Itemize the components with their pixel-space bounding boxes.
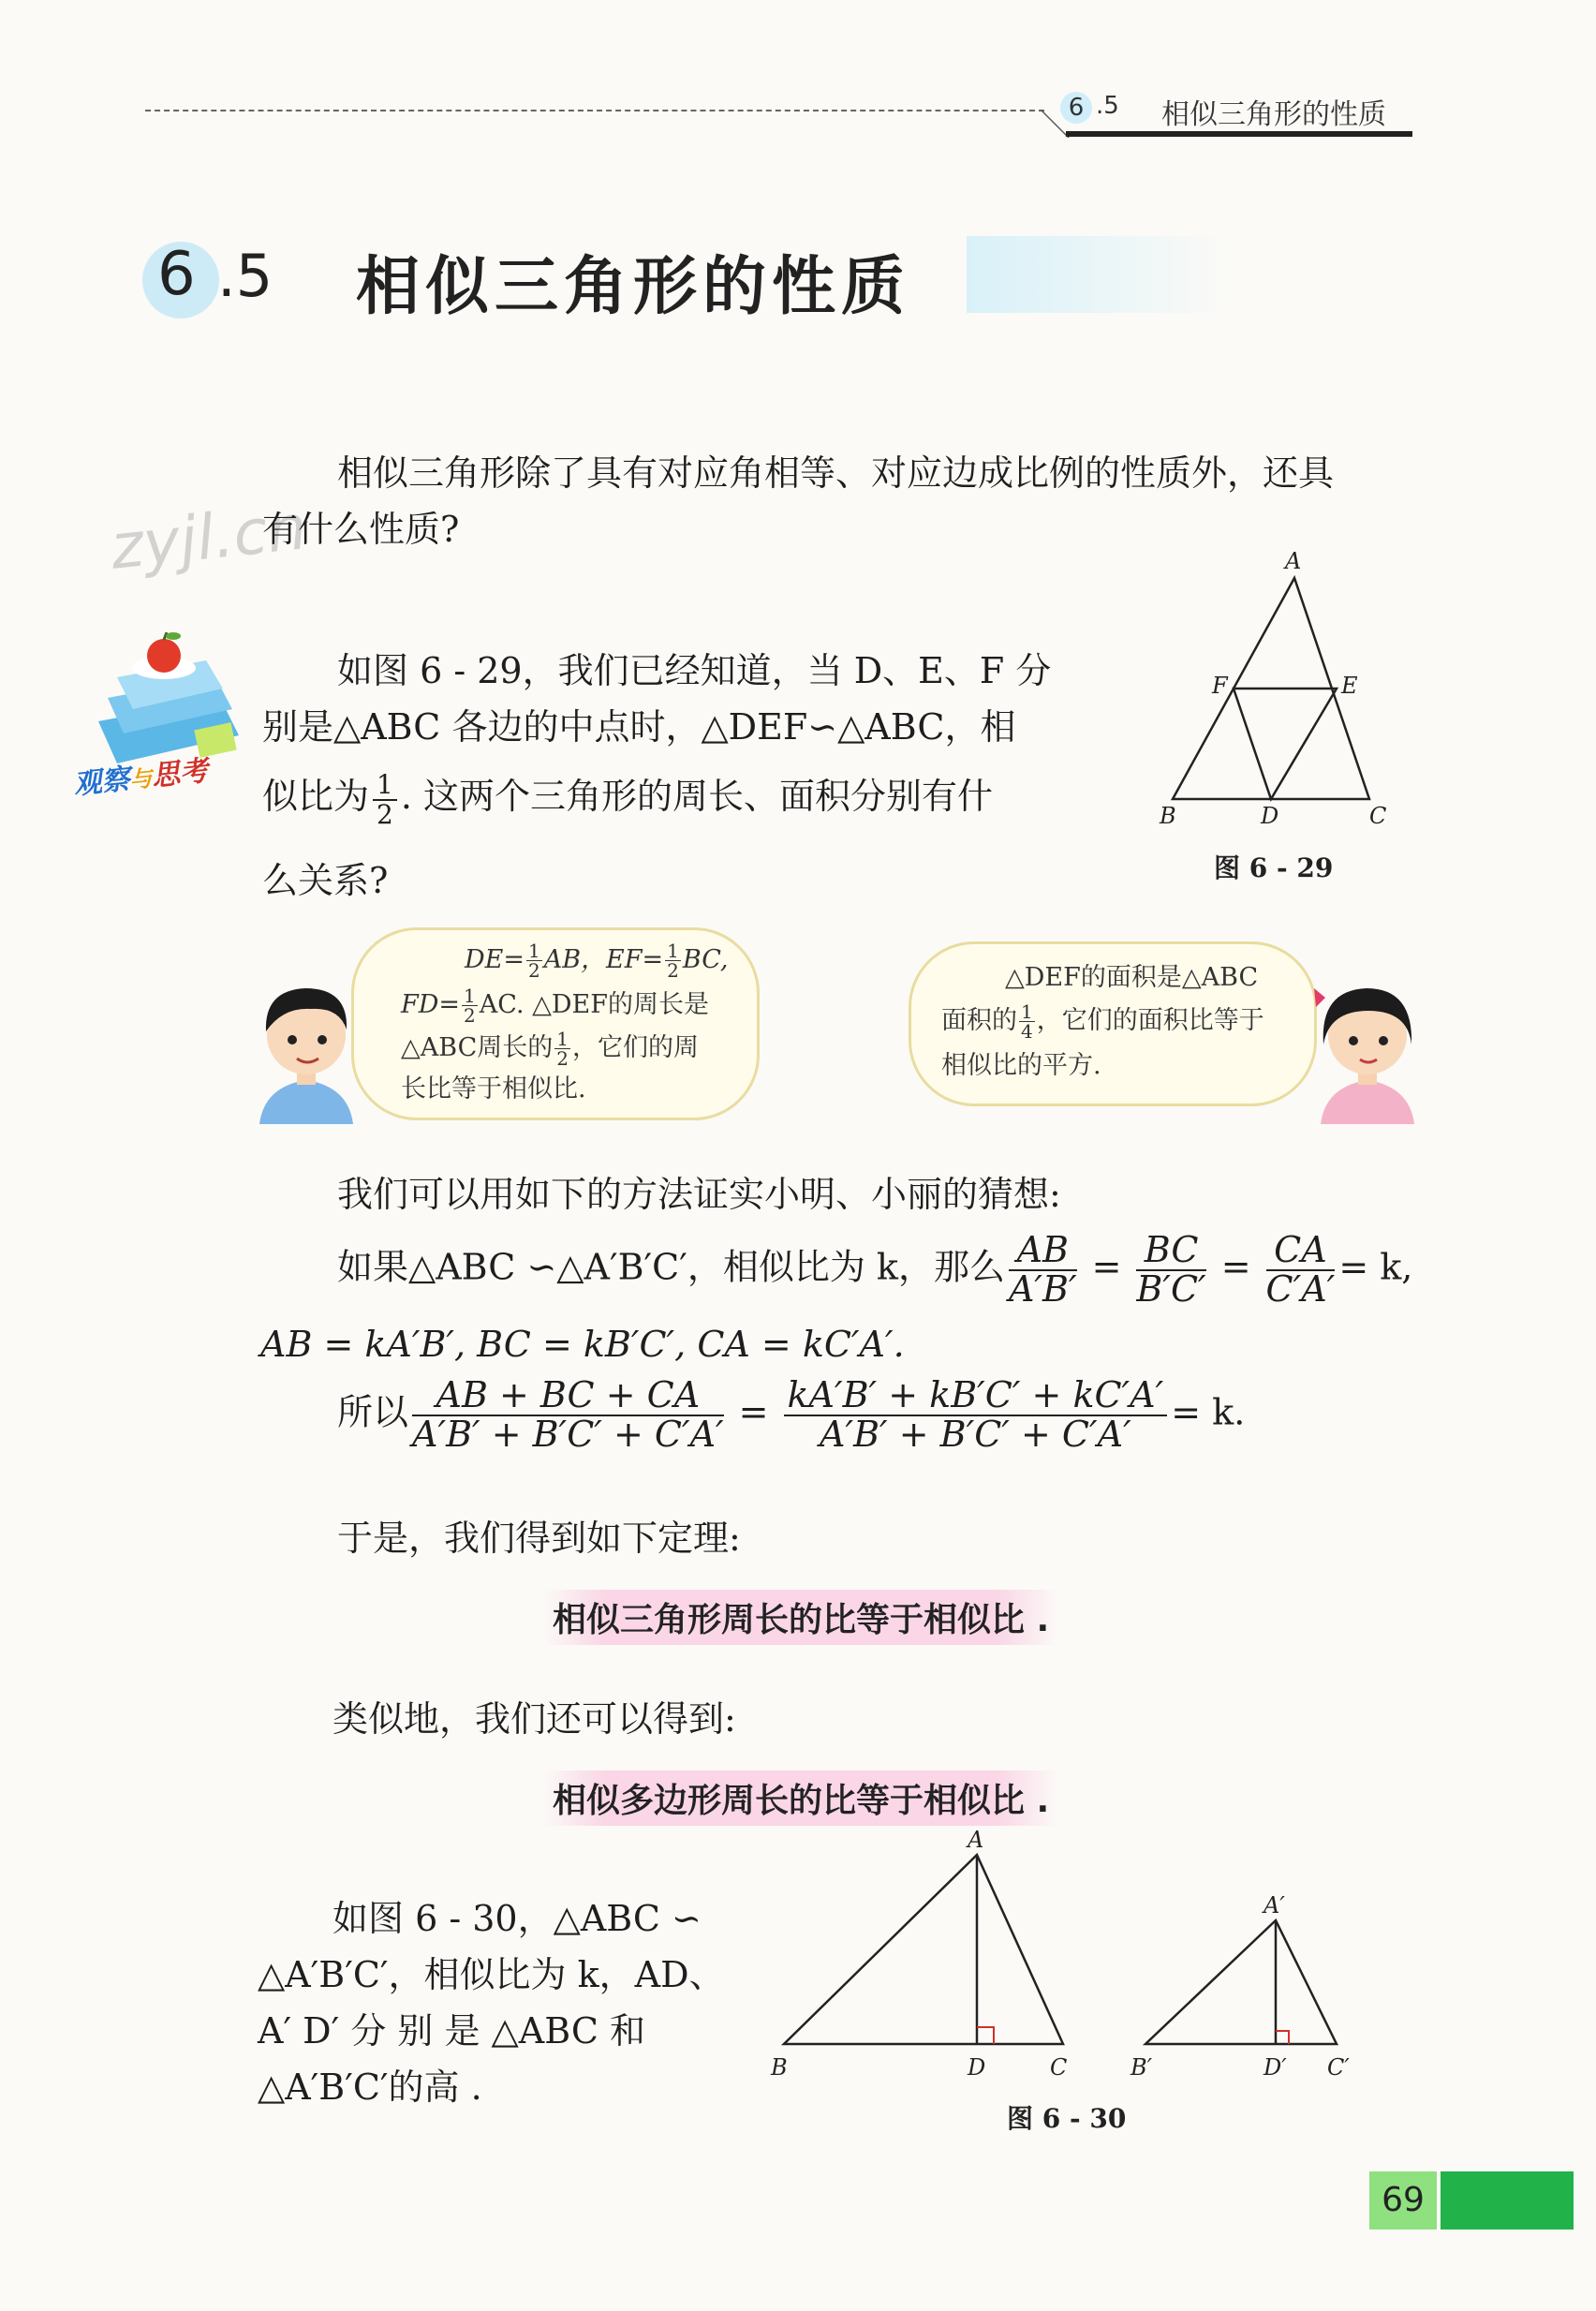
bl1-num: 1 <box>527 940 540 962</box>
frac-bc <box>1136 1229 1206 1310</box>
eq-3: = <box>738 1391 769 1433</box>
br2-den: 4 <box>1021 1020 1033 1043</box>
proof-line-2-a: 如果△ABC ∽△A′B′C′，相似比为 k，那么 <box>337 1246 1005 1288</box>
frac-perimeter <box>412 1374 724 1455</box>
observe-badge-b: 与 <box>128 764 154 794</box>
fig630-label-d-prime: D′ <box>1264 2054 1287 2081</box>
fig629-label-a: A <box>1285 548 1302 574</box>
bl3-den: 2 <box>556 1047 569 1070</box>
frac-ca <box>1265 1229 1336 1310</box>
header-section-title: 相似三角形的性质 <box>1161 98 1386 131</box>
page-number-bar <box>1441 2171 1574 2230</box>
boy-avatar <box>245 970 367 1124</box>
proof-line-4-a: 所以 <box>337 1391 409 1433</box>
bl1-a: DE= <box>465 945 525 974</box>
br2-a: 面积的 <box>941 1006 1017 1035</box>
fig629-label-b: B <box>1160 803 1176 829</box>
eq-1: = <box>1091 1246 1122 1288</box>
bl1-frac <box>526 941 542 980</box>
title-highlight <box>967 236 1229 313</box>
frac-perimeter-num: AB + BC + CA <box>412 1377 724 1416</box>
boy-speech-bubble <box>351 927 760 1120</box>
bubble-left-line-3 <box>401 1028 699 1069</box>
half-num: 1 <box>373 771 397 800</box>
bl2-frac <box>462 986 478 1025</box>
observe-badge-c: 思考 <box>150 754 210 793</box>
fig630-label-b: B <box>771 2054 788 2081</box>
bubble-left-line-4: 长比等于相似比. <box>401 1074 586 1104</box>
fig629-label-c: C <box>1369 803 1387 829</box>
frac-perimeter-den: A′B′ + B′C′ + C′A′ <box>412 1413 724 1455</box>
bl1-c: BC, <box>682 945 729 974</box>
bl2-den: 2 <box>464 1004 476 1027</box>
bubble-right-line-2 <box>941 1000 1264 1042</box>
half-fraction <box>373 771 397 828</box>
br2-frac <box>1019 1002 1035 1041</box>
bubble-right-line-3: 相似比的平方. <box>941 1051 1101 1080</box>
theorem-intro: 于是，我们得到如下定理: <box>337 1518 741 1559</box>
fig629-label-d: D <box>1261 803 1279 829</box>
header-rule <box>145 110 1044 111</box>
header-section-sub: .5 <box>1096 92 1119 120</box>
observe-line-3-a: 似比为 <box>262 776 370 817</box>
intro-line-2: 有什么性质? <box>262 509 460 550</box>
page-number: 69 <box>1369 2171 1437 2230</box>
observe-line-4: 么关系? <box>262 860 389 901</box>
frac-bc-num: BC <box>1136 1232 1205 1271</box>
half-den: 2 <box>377 798 393 830</box>
bubble-left-line-1 <box>465 940 728 981</box>
bubble-right-line-1: △DEF的面积是△ABC <box>1005 963 1259 992</box>
similar-intro: 类似地，我们还可以得到: <box>332 1698 736 1740</box>
proof-line-1: 我们可以用如下的方法证实小明、小丽的猜想: <box>337 1174 1061 1215</box>
figure-6-29 <box>1152 548 1396 838</box>
fig630-text-4: △A′B′C′的高 . <box>258 2067 482 2108</box>
bl3-a: △ABC周长的 <box>401 1033 554 1062</box>
observe-line-3 <box>262 768 993 828</box>
bl2-a: FD= <box>401 990 461 1019</box>
bl1-frac2 <box>665 941 681 980</box>
bubble-left-line-2 <box>401 985 709 1026</box>
girl-speech-bubble <box>909 941 1317 1106</box>
fig629-label-e: E <box>1341 673 1358 699</box>
observe-line-1: 如图 6 - 29，我们已经知道，当 D、E、F 分 <box>337 650 1052 691</box>
observe-line-2: 别是△ABC 各边的中点时，△DEF∽△ABC，相 <box>262 706 1016 748</box>
section-title: 相似三角形的性质 <box>356 250 911 324</box>
fig629-caption: 图 6 - 29 <box>1214 852 1334 883</box>
bl3-b: ，它们的周 <box>572 1033 699 1062</box>
fig630-label-c-prime: C′ <box>1327 2054 1350 2081</box>
girl-avatar <box>1307 970 1428 1124</box>
theorem-perimeter-polygons: 相似多边形周长的比等于相似比 . <box>543 1770 1058 1826</box>
section-subnumber: .5 <box>217 242 273 310</box>
watermark: zyjl.cn <box>107 491 310 584</box>
header-section-num: 6 <box>1060 92 1092 124</box>
br2-num: 1 <box>1021 1000 1033 1023</box>
frac-ca-den: C′A′ <box>1265 1267 1336 1310</box>
section-number: 6 <box>157 240 196 309</box>
proof-line-4-b: = k. <box>1171 1391 1246 1433</box>
frac-k-perimeter <box>784 1374 1168 1455</box>
frac-ab-num: AB <box>1009 1232 1077 1271</box>
br2-b: ，它们的面积比等于 <box>1036 1006 1264 1035</box>
fig630-label-a-prime: A′ <box>1264 1892 1285 1918</box>
fig629-label-f: F <box>1212 673 1228 699</box>
figure-6-30 <box>763 1827 1363 2089</box>
bl2-b: AC. △DEF的周长是 <box>479 990 709 1019</box>
fig630-text-2: △A′B′C′，相似比为 k，AD、 <box>258 1954 725 1995</box>
fig630-text-1: 如图 6 - 30，△ABC ∽ <box>332 1898 702 1939</box>
bl2-num: 1 <box>464 985 476 1007</box>
frac-ab <box>1008 1229 1077 1310</box>
fig630-label-b-prime: B′ <box>1130 2054 1153 2081</box>
bl1-num2: 1 <box>667 940 679 962</box>
fig630-text-3: A′ D′ 分 别 是 △ABC 和 <box>258 2010 646 2052</box>
bl3-num: 1 <box>556 1028 569 1050</box>
proof-line-2-b: = k, <box>1338 1246 1413 1288</box>
frac-ca-num: CA <box>1266 1232 1336 1271</box>
fig630-label-d: D <box>968 2054 986 2081</box>
eq-2: = <box>1220 1246 1251 1288</box>
fig630-label-c: C <box>1050 2054 1068 2081</box>
frac-k-perimeter-num: kA′B′ + kB′C′ + kC′A′ <box>784 1377 1168 1416</box>
theorem-perimeter-triangles: 相似三角形周长的比等于相似比 . <box>543 1590 1058 1645</box>
frac-bc-den: B′C′ <box>1136 1267 1206 1310</box>
proof-line-3: AB = kA′B′, BC = kB′C′, CA = kC′A′. <box>260 1324 905 1365</box>
bl1-b: AB，EF= <box>543 945 664 974</box>
intro-line-1: 相似三角形除了具有对应角相等、对应边成比例的性质外，还具 <box>337 452 1335 494</box>
observe-badge-a: 观察 <box>71 763 132 802</box>
fig630-label-a: A <box>968 1827 984 1853</box>
observe-line-3-b: . 这两个三角形的周长、面积分别有什 <box>400 776 994 817</box>
fig630-caption: 图 6 - 30 <box>1007 2103 1127 2134</box>
bl1-den: 2 <box>527 959 540 982</box>
bl3-frac <box>554 1030 570 1068</box>
bl1-den2: 2 <box>667 959 679 982</box>
frac-ab-den: A′B′ <box>1008 1267 1077 1310</box>
proof-line-2 <box>337 1229 1413 1310</box>
frac-k-perimeter-den: A′B′ + B′C′ + C′A′ <box>820 1413 1131 1455</box>
proof-line-4 <box>337 1374 1246 1455</box>
